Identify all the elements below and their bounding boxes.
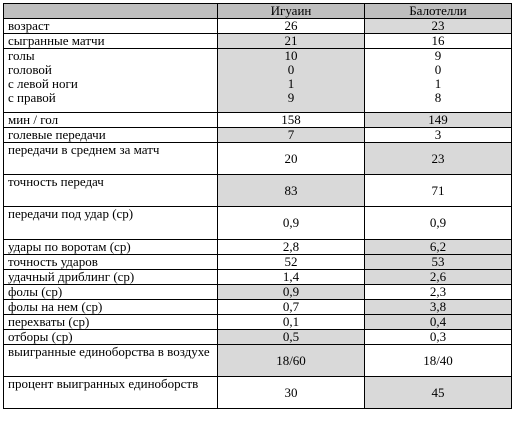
player-1-value: 158 (218, 113, 365, 128)
sub-value: 9 (434, 48, 442, 63)
header-corner-cell (4, 4, 218, 19)
player-1-value: 26 (218, 19, 365, 34)
sub-label: голы (8, 48, 35, 63)
row-label: отборы (ср) (4, 330, 218, 345)
table-row (4, 240, 512, 255)
player-1-value: 0,5 (218, 330, 365, 345)
table-row (4, 113, 512, 128)
row-label: удачный дриблинг (ср) (4, 270, 218, 285)
sub-label: с правой (8, 90, 56, 105)
player-1-value: 83 (218, 175, 365, 207)
row-label: точность передач (4, 175, 218, 207)
player-2-value: 0,9 (365, 207, 512, 240)
table-row (4, 19, 512, 34)
player-comparison-table (3, 3, 512, 409)
player-2-value: 23 (365, 19, 512, 34)
player-2-value: 16 (365, 34, 512, 49)
row-label: мин / гол (4, 113, 218, 128)
player-1-value: 0,7 (218, 300, 365, 315)
sub-value: 10 (284, 48, 298, 63)
player-1-value: 1,4 (218, 270, 365, 285)
table-row (4, 285, 512, 300)
table-row (4, 175, 512, 207)
header-row (4, 4, 512, 19)
table-row (4, 330, 512, 345)
player-2-goals (365, 49, 512, 113)
player-1-value: 0,1 (218, 315, 365, 330)
player-2-value: 2,3 (365, 285, 512, 300)
player-2-value: 0,3 (365, 330, 512, 345)
table-row-goals (4, 49, 512, 113)
row-label: передачи под удар (ср) (4, 207, 218, 240)
sub-value: 0 (287, 62, 295, 77)
player-1-value: 2,8 (218, 240, 365, 255)
player-2-value: 71 (365, 175, 512, 207)
player-2-value: 18/40 (365, 345, 512, 377)
row-label: передачи в среднем за матч (4, 143, 218, 175)
header-player-2: Балотелли (365, 4, 512, 19)
sub-value: 1 (287, 76, 295, 91)
player-1-value: 0,9 (218, 207, 365, 240)
table-row (4, 345, 512, 377)
table-row (4, 315, 512, 330)
player-1-value: 52 (218, 255, 365, 270)
table-row (4, 34, 512, 49)
player-2-value: 0,4 (365, 315, 512, 330)
player-2-value: 53 (365, 255, 512, 270)
player-2-value: 23 (365, 143, 512, 175)
sub-value: 9 (287, 90, 295, 105)
player-1-goals (218, 49, 365, 113)
sub-value: 8 (434, 90, 442, 105)
row-label: выигранные единоборства в воздухе (4, 345, 218, 377)
row-label-goals (4, 49, 218, 113)
player-2-value: 149 (365, 113, 512, 128)
player-2-value: 3 (365, 128, 512, 143)
player-1-value: 7 (218, 128, 365, 143)
player-1-value: 0,9 (218, 285, 365, 300)
row-label: удары по воротам (ср) (4, 240, 218, 255)
table-row (4, 270, 512, 285)
header-player-1: Игуаин (218, 4, 365, 19)
row-label: процент выигранных единоборств (4, 377, 218, 409)
sub-value: 1 (434, 76, 442, 91)
table-row (4, 255, 512, 270)
table-row (4, 377, 512, 409)
player-2-value: 45 (365, 377, 512, 409)
row-label: точность ударов (4, 255, 218, 270)
row-label: фолы (ср) (4, 285, 218, 300)
table-row (4, 300, 512, 315)
sub-value: 0 (434, 62, 442, 77)
comparison-table-container (3, 3, 511, 409)
player-1-value: 20 (218, 143, 365, 175)
row-label: голевые передачи (4, 128, 218, 143)
table-row (4, 128, 512, 143)
row-label: фолы на нем (ср) (4, 300, 218, 315)
table-row (4, 207, 512, 240)
row-label: сыгранные матчи (4, 34, 218, 49)
table-row (4, 143, 512, 175)
player-2-value: 6,2 (365, 240, 512, 255)
player-2-value: 3,8 (365, 300, 512, 315)
row-label: возраст (4, 19, 218, 34)
player-1-value: 21 (218, 34, 365, 49)
player-2-value: 2,6 (365, 270, 512, 285)
player-1-value: 30 (218, 377, 365, 409)
row-label: перехваты (ср) (4, 315, 218, 330)
player-1-value: 18/60 (218, 345, 365, 377)
sub-label: головой (8, 62, 52, 77)
sub-label: с левой ноги (8, 76, 78, 91)
